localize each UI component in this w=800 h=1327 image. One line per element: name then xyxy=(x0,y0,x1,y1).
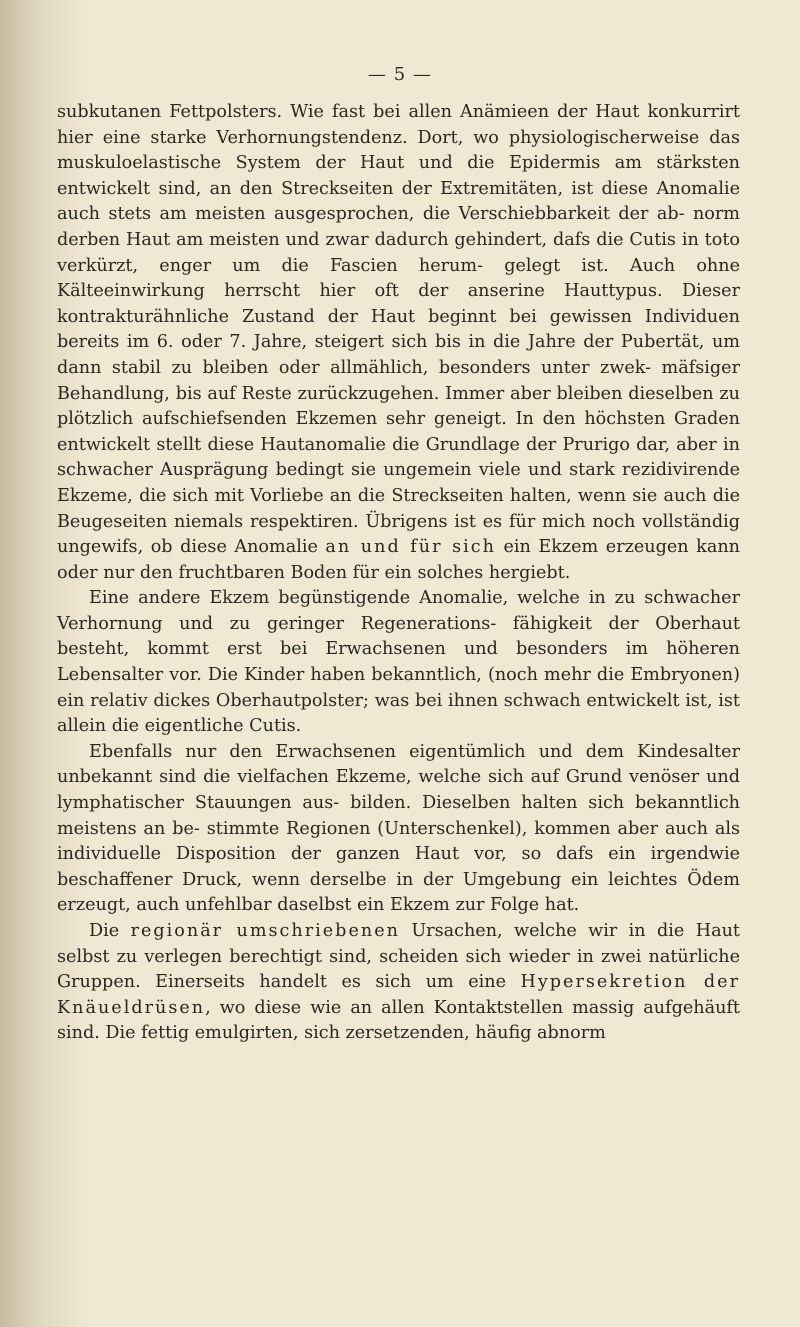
paragraph-2 xyxy=(57,586,740,740)
text-run: subkutanen Fettpolsters. Wie fast bei allen Anämieen der Haut konkurrirt hier eine starke Verhornungstendenz. Dort, wo physiologischerweise das muskuloelastische System der Haut und die Epidermis am stärksten entwickelt sind, an den Streckseiten der Extremitäten, ist diese Anomalie auch stets am meisten ausgesprochen, die Verschiebbarkeit der ab- norm derben Haut am meisten und zwar dadurch gehindert, dafs die Cutis in toto verkürzt, enger um die Fascien herum- gelegt ist. Auch ohne Kälteeinwirkung herrscht hier oft der anserine Hauttypus. Dieser kontrakturähnliche Zustand der Haut beginnt bei gewissen Individuen bereits im 6. oder 7. Jahre, steigert sich bis in die Jahre der Pubertät, um dann stabil zu bleiben oder allmählich, besonders unter zwek- mäfsiger Behandlung, bis auf Reste zurückzugehen. Immer aber bleiben dieselben zu plötzlich aufschiefsenden Ekzemen sehr geneigt. In den höchsten Graden entwickelt stellt diese Hautanomalie die Grundlage der Prurigo dar, aber in schwacher Ausprägung bedingt sie ungemein viele und stark rezidivirende Ekzeme, die sich mit Vorliebe an die Streckseiten halten, wenn sie auch die Beugeseiten niemals respektiren. Übrigens ist es für mich noch vollständig ungewifs, ob diese Anomalie xyxy=(57,102,740,558)
text-run: ein Ekzem erzeugen kann oder nur den fruchtbaren Boden für ein solches hergiebt. xyxy=(57,537,740,583)
text-run-spaced: regionär umschriebenen xyxy=(130,921,400,941)
paragraph-1 xyxy=(57,100,740,586)
text-run: Eine andere Ekzem begünstigende Anomalie, welche in zu schwacher Verhornung und zu geringer Regenerations- fähigkeit der Oberhaut besteht, kommt erst bei Erwachsenen und besonders im höheren Lebensalter vor. Die Kinder haben bekanntlich, (noch mehr die Embryonen) ein relativ dickes Oberhautpolster; was bei ihnen schwach entwickelt ist, ist allein die eigentliche Cutis. xyxy=(57,588,740,737)
paragraph-4 xyxy=(57,919,740,1047)
text-run-spaced: Hypersekretion der Knäueldrüsen xyxy=(57,972,740,1018)
text-run: Ursachen, welche wir in die Haut selbst zu verlegen berechtigt sind, scheiden sich wieder in zwei natürliche Gruppen. Einerseits handelt es sich um eine xyxy=(57,921,740,993)
text-run-spaced: an und für sich xyxy=(325,537,496,558)
text-run: Ebenfalls nur den Erwachsenen eigentümlich und dem Kindesalter unbekannt sind die vielfachen Ekzeme, welche sich auf Grund venöser und lymphatischer Stauungen aus- bilden. Dieselben halten sich bekanntlich meistens an be- stimmte Regionen (Unterschenkel), kommen aber auch als individuelle Disposition der ganzen Haut vor, so dafs ein irgendwie beschaffener Druck, wenn derselbe in der Umgebung ein leichtes Ödem erzeugt, auch unfehlbar daselbst ein Ekzem zur Folge hat. xyxy=(57,741,740,916)
paragraph-3 xyxy=(57,740,740,919)
text-run: Die xyxy=(89,921,131,941)
body-text xyxy=(57,100,740,1047)
text-run: , wo diese wie an allen Kontaktstellen massig aufgehäuft sind. Die fettig emulgirten, sich zersetzenden, häufig abnorm xyxy=(57,997,740,1044)
page-number: — 5 — xyxy=(368,64,432,85)
